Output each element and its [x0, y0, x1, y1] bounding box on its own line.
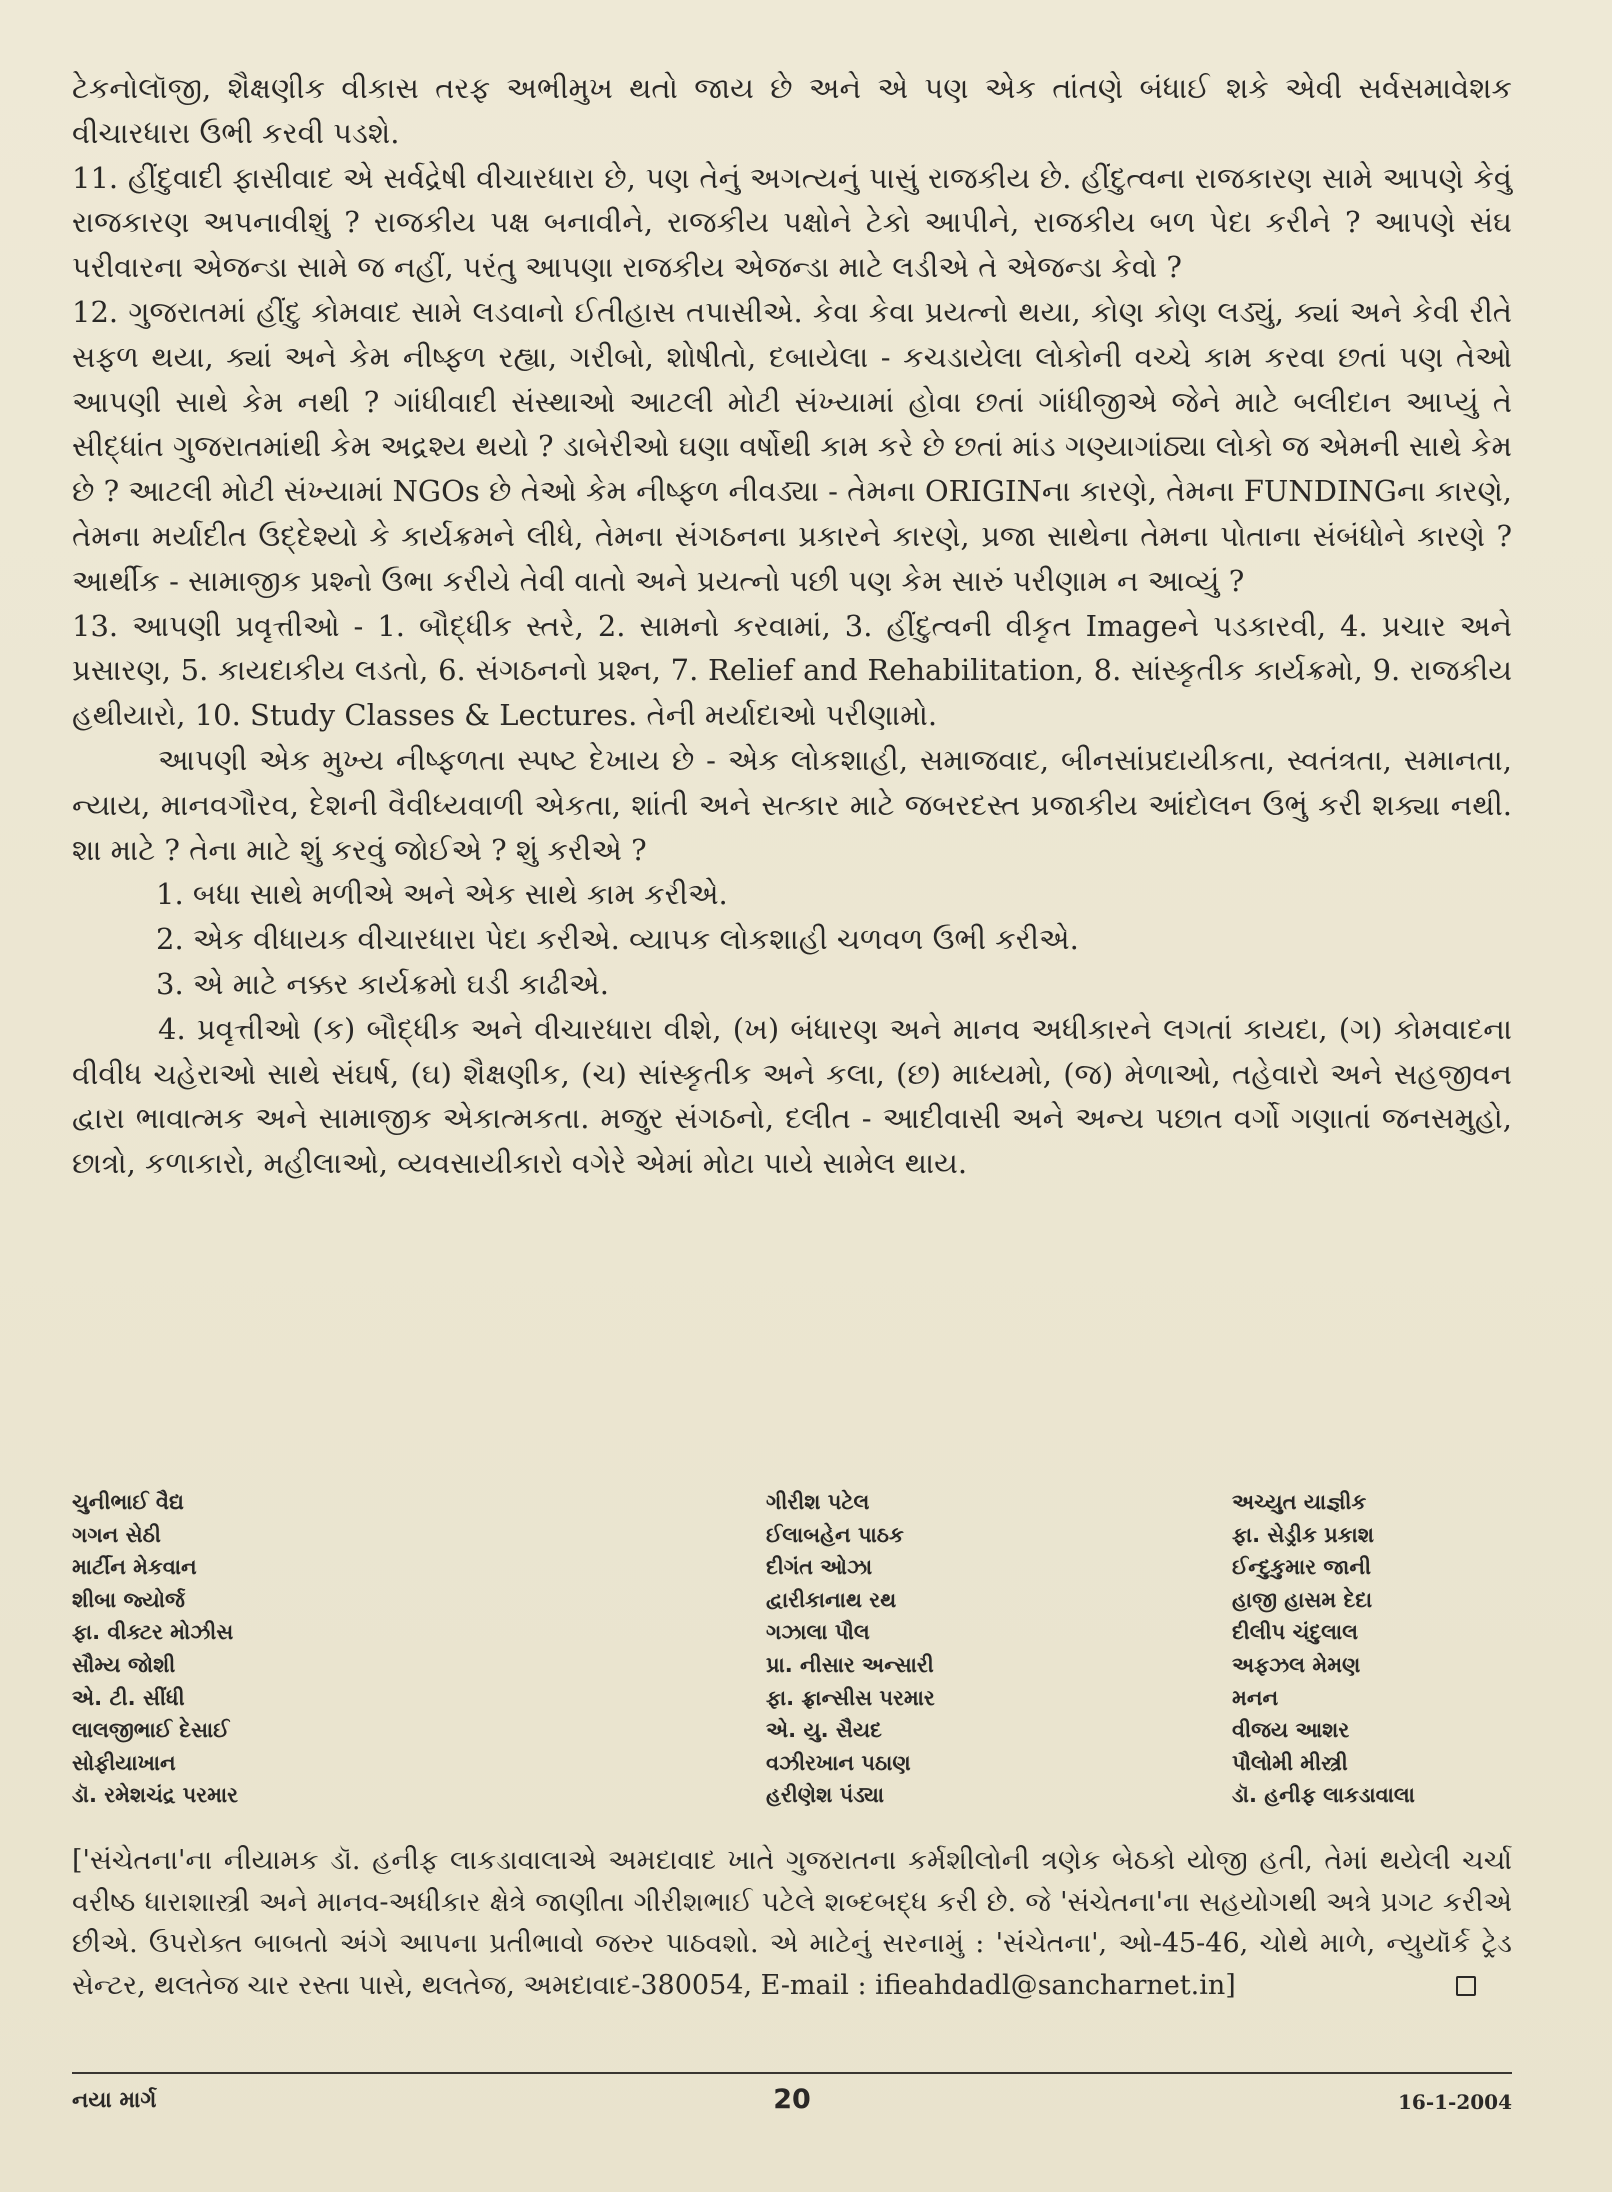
signatory-name: અચ્યુત યાજ્ઞીક	[1232, 1490, 1367, 1514]
paragraph-intro-continued: ટેકનોલૉજી, શૈક્ષણીક વીકાસ તરફ અભીમુખ થતો જાય છે અને એ પણ એક તાંતણે બંધાઈ શકે એવી સર્વસમાવેશક વીચારધારા ઉભી કરવી પડશે.	[72, 71, 1512, 150]
signatory-name: ગઝાલા પૌલ	[766, 1620, 870, 1645]
editorial-note	[72, 1840, 1512, 2006]
list-item: 1. બધા સાથે મળીએ અને એક સાથે કામ કરીએ.	[156, 877, 728, 912]
end-mark-icon	[1456, 1976, 1476, 1996]
signatory-name: વઝીરખાન પઠાણ	[766, 1750, 911, 1775]
signatory-name: પ્રા. નીસાર અન્સારી	[766, 1652, 934, 1677]
signatories-column-1	[72, 1486, 692, 1838]
signatories-list	[72, 1486, 1512, 1838]
action-list	[72, 872, 1512, 1006]
signatory-name: લાલજીભાઈ દેસાઈ	[72, 1718, 230, 1743]
signatory-name: સૌમ્ય જોશી	[72, 1652, 176, 1677]
page-footer	[72, 2084, 1512, 2124]
paragraph-13: 13. આપણી પ્રવૃત્તીઓ - 1. બૌદ્ધીક સ્તરે, 2. સામનો કરવામાં, 3. હીંદુત્વની વીકૃત Imageને પડકારવી, 4. પ્રચાર અને પ્રસારણ, 5. કાયદાકીય લડતો, 6. સંગઠનનો પ્રશ્ન, 7. Relief and Rehabilitation, 8. સાંસ્કૃતીક કાર્યક્રમો, 9. રાજકીય હથીયારો, 10. Study Classes & Lectures. તેની મર્યાદાઓ પરીણામો.	[72, 608, 1512, 733]
paragraph-12: 12. ગુજરાતમાં હીંદુ કોમવાદ સામે લડવાનો ઈતીહાસ તપાસીએ. કેવા કેવા પ્રયત્નો થયા, કોણ કોણ લડ્યું, ક્યાં અને કેવી રીતે સફળ થયા, ક્યાં અને કેમ નીષ્ફળ રહ્યા, ગરીબો, શોષીતો, દબાયેલા - કચડાયેલા લોકોની વચ્ચે કામ કરવા છતાં પણ તેઓ આપણી સાથે કેમ નથી ? ગાંધીવાદી સંસ્થાઓ આટલી મોટી સંખ્યામાં હોવા છતાં ગાંધીજીએ જેને માટે બલીદાન આપ્યું તે સીદ્ધાંત ગુજરાતમાંથી કેમ અદ્રશ્ય થયો ? ડાબેરીઓ ઘણા વર્ષોથી કામ કરે છે છતાં માંડ ગણ્યાગાંઠ્યા લોકો જ એમની સાથે કેમ છે ? આટલી મોટી સંખ્યામાં NGOs છે તેઓ કેમ નીષ્ફળ નીવડ્યા - તેમના ORIGINના કારણે, તેમના FUNDINGના કારણે, તેમના મર્યાદીત ઉદ્દેશ્યો કે કાર્યક્રમને લીધે, તેમના સંગઠનના પ્રકારને કારણે, પ્રજા સાથેના તેમના પોતાના સંબંધોને કારણે ? આર્થીક - સામાજીક પ્રશ્નો ઉભા કરીયે તેવી વાતો અને પ્રયત્નો પછી પણ કેમ સારું પરીણામ ન આવ્યું ?	[72, 294, 1512, 598]
editorial-note-text: ['સંચેતના'ના નીયામક ડૉ. હનીફ લાકડાવાલાએ અમદાવાદ ખાતે ગુજરાતના કર્મશીલોની ત્રણેક બેઠકો યોજી હતી, તેમાં થયેલી ચર્ચા વરીષ્ઠ ધારાશાસ્ત્રી અને માનવ-અધીકાર ક્ષેત્રે જાણીતા ગીરીશભાઈ પટેલે શબ્દબદ્ધ કરી છે. જે 'સંચેતના'ના સહયોગથી અત્રે પ્રગટ કરીએ છીએ. ઉપરોક્ત બાબતો અંગે આપના પ્રતીભાવો જરુર પાઠવશો. એ માટેનું સરનામું : 'સંચેતના', ઓ-45-46, ચોથે માળે, ન્યુયૉર્ક ટ્રેડ સેન્ટર, થલતેજ ચાર રસ્તા પાસે, થલતેજ, અમદાવાદ-380054, E-mail : ifieahdadl@sancharnet.in]	[72, 1845, 1512, 2001]
signatory-name: દીગંત ઓઝા	[766, 1555, 873, 1580]
signatory-name: સોફીયાખાન	[72, 1750, 176, 1775]
signatory-name: ફા. સેડ્રીક પ્રકાશ	[1232, 1522, 1374, 1547]
signatory-name: એ. ટી. સીંધી	[72, 1685, 185, 1710]
signatory-name: માર્ટીન મેકવાન	[72, 1555, 197, 1580]
signatory-name: ચુનીભાઈ વૈદ્ય	[72, 1490, 184, 1514]
signatory-name: હાજી હાસમ દેદા	[1232, 1587, 1373, 1612]
signatory-name: પૌલોમી મીસ્ત્રી	[1232, 1750, 1348, 1775]
publication-name: નયા માર્ગ	[72, 2088, 157, 2113]
issue-date: 16-1-2004	[1397, 2090, 1512, 2114]
article-body	[72, 66, 1512, 1186]
footer-divider	[72, 2072, 1512, 2074]
signatory-name: એ. યુ. સૈયદ	[766, 1718, 882, 1743]
signatory-name: અફઝલ મેમણ	[1232, 1652, 1361, 1677]
signatories-column-3	[1232, 1486, 1512, 1838]
signatories-column-2	[692, 1486, 1232, 1838]
signatory-name: દ્વારીકાનાથ રથ	[766, 1587, 897, 1612]
signatory-name: હરીણેશ પંડ્યા	[766, 1783, 884, 1808]
signatory-name: દીલીપ ચંદુલાલ	[1232, 1620, 1359, 1645]
signatory-name: ફા. વીક્ટર મોઝીસ	[72, 1620, 234, 1645]
paragraph-failure: આપણી એક મુખ્ય નીષ્ફળતા સ્પષ્ટ દેખાય છે - એક લોકશાહી, સમાજવાદ, બીનસાંપ્રદાયીકતા, સ્વતંત્રતા, સમાનતા, ન્યાય, માનવગૌરવ, દેશની વૈવીધ્યવાળી એકતા, શાંતી અને સત્કાર માટે જબરદસ્ત પ્રજાકીય આંદોલન ઉભું કરી શક્યા નથી. શા માટે ? તેના માટે શું કરવું જોઈએ ? શું કરીએ ?	[72, 742, 1512, 867]
signatory-name: ઈલાબહેન પાઠક	[766, 1522, 904, 1547]
list-item-4: 4. પ્રવૃત્તીઓ (ક) બૌદ્ધીક અને વીચારધારા વીશે, (ખ) બંધારણ અને માનવ અધીકારને લગતાં કાયદા, (ગ) કોમવાદના વીવીધ ચહેરાઓ સાથે સંઘર્ષ, (ઘ) શૈક્ષણીક, (ચ) સાંસ્કૃતીક અને કલા, (છ) માધ્યમો, (જ) મેળાઓ, તહેવારો અને સહજીવન દ્વારા ભાવાત્મક અને સામાજીક એકાત્મકતા. મજુર સંગઠનો, દલીત - આદીવાસી અને અન્ય પછાત વર્ગો ગણાતાં જનસમુહો, છાત્રો, કળાકારો, મહીલાઓ, વ્યવસાયીકારો વગેરે એમાં મોટા પાયે સામેલ થાય.	[72, 1011, 1512, 1181]
paragraph-11: 11. હીંદુવાદી ફાસીવાદ એ સર્વદ્રેષી વીચારધારા છે, પણ તેનું અગત્યનું પાસું રાજકીય છે. હીંદુત્વના રાજકારણ સામે આપણે કેવું રાજકારણ અપનાવીશું ? રાજકીય પક્ષ બનાવીને, રાજકીય પક્ષોને ટેકો આપીને, રાજકીય બળ પેદા કરીને ? આપણે સંઘ પરીવારના એજન્ડા સામે જ નહીં, પરંતુ આપણા રાજકીય એજન્ડા માટે લડીએ તે એજન્ડા કેવો ?	[72, 160, 1512, 285]
signatory-name: વીજય આશર	[1232, 1718, 1350, 1743]
signatory-name: ફા. ફ્રાન્સીસ પરમાર	[766, 1685, 935, 1710]
signatory-name: ગગન સેઠી	[72, 1522, 161, 1547]
signatory-name: ડૉ. રમેશચંદ્ર પરમાર	[72, 1783, 238, 1808]
signatory-name: ઈન્દુકુમાર જાની	[1232, 1555, 1372, 1580]
signatory-name: ગીરીશ પટેલ	[766, 1490, 870, 1514]
signatory-name: ડૉ. હનીફ લાકડાવાલા	[1232, 1783, 1415, 1808]
signatory-name: શીબા જ્યોર્જ	[72, 1587, 185, 1612]
page-number: 20	[773, 2084, 811, 2115]
signatory-name: મનન	[1232, 1685, 1279, 1710]
list-item: 2. એક વીધાયક વીચારધારા પેદા કરીએ. વ્યાપક લોકશાહી ચળવળ ઉભી કરીએ.	[156, 922, 1079, 957]
list-item: 3. એ માટે નક્કર કાર્યક્રમો ઘડી કાઢીએ.	[156, 966, 609, 1001]
